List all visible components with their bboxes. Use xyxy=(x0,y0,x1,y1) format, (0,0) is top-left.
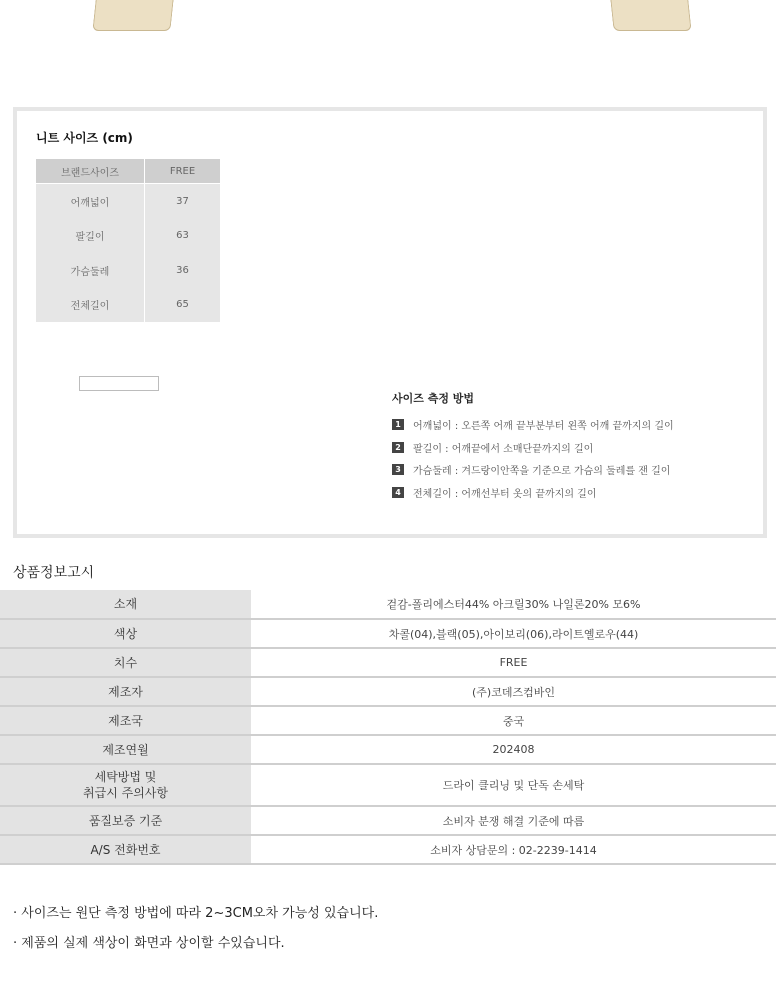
image-placeholder xyxy=(79,376,159,391)
info-value: FREE xyxy=(251,648,776,677)
info-label: 제조연월 xyxy=(0,735,251,764)
info-label: 제조국 xyxy=(0,706,251,735)
table-row xyxy=(0,806,776,835)
measure-text: 전체길이 : 어깨선부터 옷의 끝까지의 길이 xyxy=(413,489,597,500)
measure-item xyxy=(392,462,670,477)
number-badge: 2 xyxy=(392,442,404,453)
measure-item xyxy=(392,440,593,455)
size-chart-title: 니트 사이즈 (cm) xyxy=(36,131,133,145)
info-value: (주)코데즈컴바인 xyxy=(251,677,776,706)
info-label: 색상 xyxy=(0,619,251,648)
table-row xyxy=(0,706,776,735)
info-label: 품질보증 기준 xyxy=(0,806,251,835)
measure-title: 사이즈 측정 방법 xyxy=(392,392,475,405)
measure-item xyxy=(392,485,596,500)
size-value: 36 xyxy=(176,264,189,276)
notice-text: · 제품의 실제 색상이 화면과 상이할 수있습니다. xyxy=(13,936,285,951)
info-value: 소비자 분쟁 해결 기준에 따름 xyxy=(251,806,776,835)
measure-item xyxy=(392,417,674,432)
size-header-brand: 브랜드사이즈 xyxy=(36,159,145,184)
info-value: 차콜(04),블랙(05),아이보리(06),라이트옐로우(44) xyxy=(251,619,776,648)
info-value: 드라이 클리닝 및 단독 손세탁 xyxy=(251,764,776,806)
size-value: 63 xyxy=(176,230,189,242)
garment-hem-left xyxy=(92,0,173,31)
product-info-title: 상품정보고시 xyxy=(13,565,95,581)
table-row xyxy=(0,764,776,806)
info-label: 제조자 xyxy=(0,677,251,706)
info-value: 소비자 상담문의 : 02-2239-1414 xyxy=(251,835,776,864)
table-row xyxy=(0,835,776,864)
table-row xyxy=(36,253,220,288)
size-label: 팔길이 xyxy=(36,219,145,254)
number-badge: 4 xyxy=(392,487,404,498)
info-label: 소재 xyxy=(0,590,251,619)
measure-text: 가슴둘레 : 겨드랑이안쪽을 기준으로 가슴의 둘레를 잰 길이 xyxy=(413,466,671,477)
notice-text: · 사이즈는 원단 측정 방법에 따라 2~3CM오차 가능성 있습니다. xyxy=(13,906,379,921)
info-value: 중국 xyxy=(251,706,776,735)
size-label: 어깨넓이 xyxy=(36,184,145,219)
info-label: A/S 전화번호 xyxy=(0,835,251,864)
table-row xyxy=(0,648,776,677)
table-row xyxy=(0,590,776,619)
info-value: 겉감-폴리에스터44% 아크릴30% 나일론20% 모6% xyxy=(251,590,776,619)
table-row xyxy=(0,619,776,648)
table-row xyxy=(0,677,776,706)
number-badge: 1 xyxy=(392,419,404,430)
size-value: 37 xyxy=(176,195,189,207)
garment-hem-right xyxy=(610,0,691,31)
info-value: 202408 xyxy=(251,735,776,764)
product-info-table xyxy=(0,590,776,865)
table-row xyxy=(36,219,220,254)
table-row xyxy=(0,735,776,764)
size-label: 가슴둘레 xyxy=(36,253,145,288)
size-table xyxy=(36,159,220,322)
measure-text: 어깨넓이 : 오른쪽 어깨 끝부분부터 왼쪽 어깨 끝까지의 길이 xyxy=(413,421,674,432)
info-label: 치수 xyxy=(0,648,251,677)
size-header-free: FREE xyxy=(145,159,221,184)
size-value: 65 xyxy=(176,299,189,311)
measure-text: 팔길이 : 어깨끝에서 소매단끝까지의 길이 xyxy=(413,444,594,455)
table-row xyxy=(36,184,220,219)
table-row xyxy=(36,288,220,323)
size-label: 전체길이 xyxy=(36,288,145,323)
size-table-header xyxy=(36,159,220,184)
info-label: 세탁방법 및 취급시 주의사항 xyxy=(0,764,251,806)
number-badge: 3 xyxy=(392,464,404,475)
